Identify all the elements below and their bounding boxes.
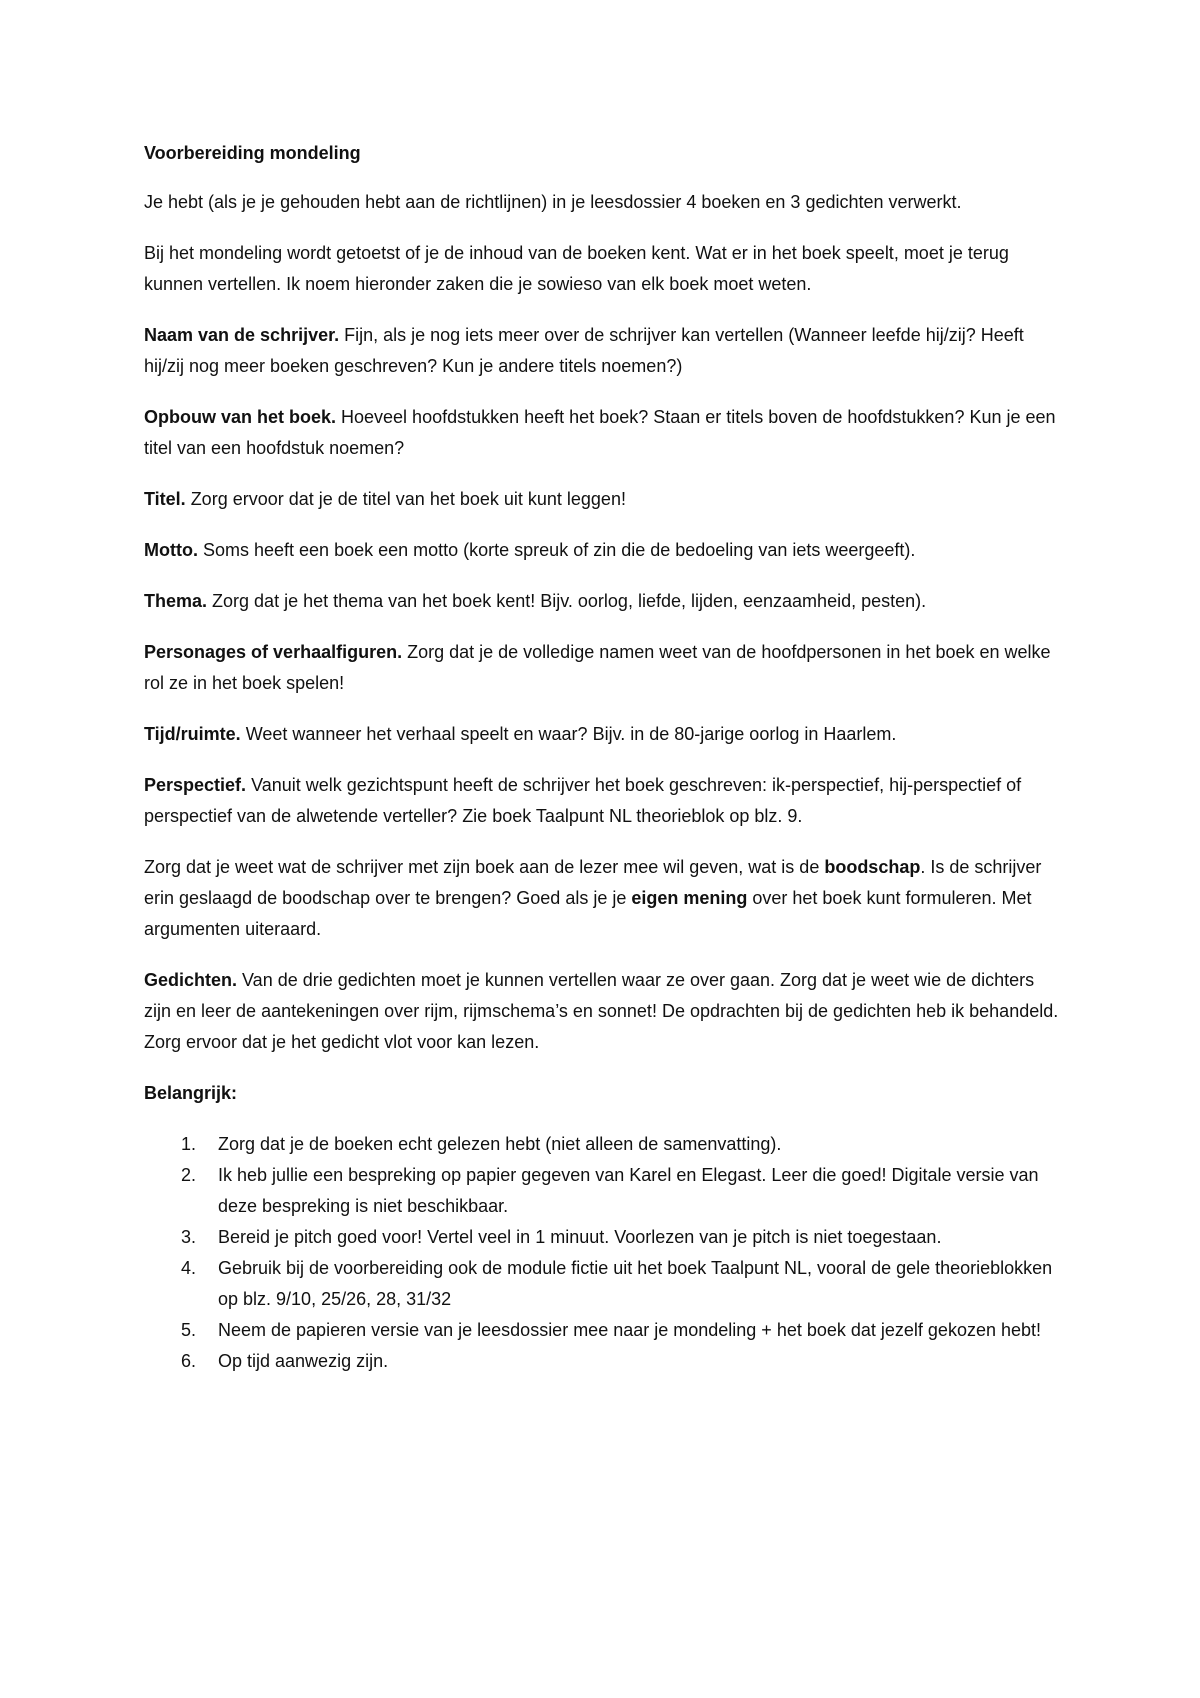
list-item [144, 1253, 1064, 1315]
list-number: 1. [181, 1134, 197, 1154]
intro-paragraph: Je hebt (als je je gehouden hebt aan de richtlijnen) in je leesdossier 4 boeken en 3 gedichten verwerkt. [144, 192, 962, 212]
list-item [144, 1222, 1064, 1253]
section-titel [144, 484, 1064, 515]
section-text: Zorg dat je de volledige namen weet van de hoofdpersonen in het boek en welke rol ze in het boek spelen! [144, 642, 1051, 693]
section-personages [144, 637, 1064, 699]
section-heading: Motto. [144, 540, 198, 560]
boodschap-text-2: . Is de schrijver erin geslaagd de boodschap over te brengen? Goed als je je [144, 857, 1042, 908]
section-text: Vanuit welk gezichtspunt heeft de schrijver het boek geschreven: ik-perspectief, hij-perspectief of perspectief van de alwetende verteller? Zie boek Taalpunt NL theorieblok op blz. 9. [144, 775, 1022, 826]
boodschap-bold: boodschap [824, 857, 921, 877]
list-number: 3. [181, 1227, 197, 1247]
section-heading: Opbouw van het boek. [144, 407, 337, 427]
list-number: 6. [181, 1351, 197, 1371]
belangrijk-heading-text: Belangrijk: [144, 1083, 238, 1103]
section-text: Fijn, als je nog iets meer over de schrijver kan vertellen (Wanneer leefde hij/zij? Heeft hij/zij nog meer boeken geschreven? Kun je andere titels noemen?) [144, 325, 1024, 376]
belangrijk-list [144, 1129, 1064, 1377]
section-heading: Titel. [144, 489, 186, 509]
list-item [144, 1160, 1064, 1222]
section-schrijver [144, 320, 1064, 382]
boodschap-text-3: over het boek kunt formuleren. Met argumenten uiteraard. [144, 888, 1032, 939]
section-heading: Naam van de schrijver. [144, 325, 340, 345]
list-item-text: Op tijd aanwezig zijn. [218, 1351, 389, 1371]
document-page [144, 138, 1064, 1377]
list-number: 2. [181, 1165, 197, 1185]
gedichten-text: Van de drie gedichten moet je kunnen vertellen waar ze over gaan. Zorg dat je weet wie de dichters zijn en leer de aantekeningen over rijm, rijmschema’s en sonnet! De opdrachten bij de gedichten heb ik behandeld. Zorg ervoor dat je het gedicht vlot voor kan lezen. [144, 970, 1059, 1052]
section-heading: Tijd/ruimte. [144, 724, 241, 744]
section-text: Zorg dat je het thema van het boek kent! Bijv. oorlog, liefde, lijden, eenzaamheid, pesten). [207, 591, 927, 611]
document-title: Voorbereiding mondeling [144, 143, 361, 163]
list-item-text: Bereid je pitch goed voor! Vertel veel in 1 minuut. Voorlezen van je pitch is niet toegestaan. [218, 1227, 942, 1247]
list-item-text: Gebruik bij de voorbereiding ook de module fictie uit het boek Taalpunt NL, vooral de gele theorieblokken op blz. 9/10, 25/26, 28, 31/32 [218, 1258, 1053, 1309]
list-number: 4. [181, 1258, 197, 1278]
boodschap-text-1: Zorg dat je weet wat de schrijver met zijn boek aan de lezer mee wil geven, wat is de [144, 857, 825, 877]
eigen-mening-bold: eigen mening [631, 888, 748, 908]
list-item [144, 1315, 1064, 1346]
section-tijd-ruimte [144, 719, 1064, 750]
list-item-text: Zorg dat je de boeken echt gelezen hebt (niet alleen de samenvatting). [218, 1134, 782, 1154]
section-perspectief [144, 770, 1064, 832]
list-item-text: Ik heb jullie een bespreking op papier gegeven van Karel en Elegast. Leer die goed! Digitale versie van deze bespreking is niet beschikbaar. [218, 1165, 1039, 1216]
gedichten-heading: Gedichten. [144, 970, 238, 990]
section-text: Zorg ervoor dat je de titel van het boek uit kunt leggen! [185, 489, 626, 509]
section-heading: Perspectief. [144, 775, 247, 795]
section-text: Weet wanneer het verhaal speelt en waar? Bijv. in de 80-jarige oorlog in Haarlem. [240, 724, 897, 744]
boodschap-paragraph [144, 852, 1064, 945]
list-item [144, 1346, 1064, 1377]
section-motto [144, 535, 1064, 566]
list-item-text: Neem de papieren versie van je leesdossier mee naar je mondeling + het boek dat jezelf gekozen hebt! [218, 1320, 1042, 1340]
section-opbouw [144, 402, 1064, 464]
belangrijk-heading [144, 1078, 1064, 1109]
gedichten-paragraph [144, 965, 1064, 1058]
section-heading: Personages of verhaalfiguren. [144, 642, 403, 662]
section-heading: Thema. [144, 591, 208, 611]
section-text: Hoeveel hoofdstukken heeft het boek? Staan er titels boven de hoofdstukken? Kun je een titel van een hoofdstuk noemen? [144, 407, 1056, 458]
section-thema [144, 586, 1064, 617]
list-item [144, 1129, 1064, 1160]
list-number: 5. [181, 1320, 197, 1340]
section-text: Soms heeft een boek een motto (korte spreuk of zin die de bedoeling van iets weergeeft). [197, 540, 916, 560]
mondeling-paragraph: Bij het mondeling wordt getoetst of je de inhoud van de boeken kent. Wat er in het boek speelt, moet je terug kunnen vertellen. Ik noem hieronder zaken die je sowieso van elk boek moet weten. [144, 243, 1009, 294]
